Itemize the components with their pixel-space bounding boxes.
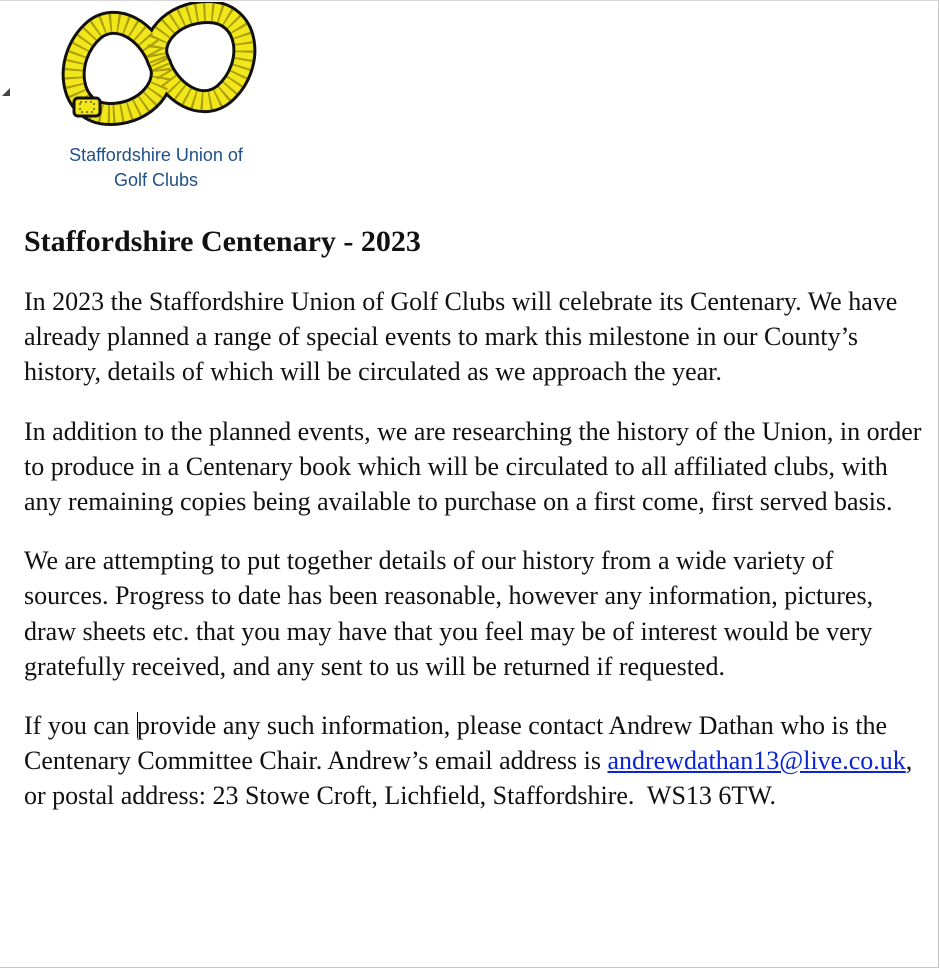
collapse-triangle-icon[interactable]: [2, 88, 10, 96]
document-title: Staffordshire Centenary - 2023: [24, 225, 421, 258]
stafford-knot-icon: [58, 2, 260, 130]
paragraph-centenary-book: In addition to the planned events, we are researching the history of the Union, in order to produce in a Centenary book which will be circulated to all affiliated clubs, with any remaining copies being available to purchase on a first come, first served basis.: [24, 416, 922, 517]
logo-caption-line-2: Golf Clubs: [113, 170, 199, 190]
contact-text-start: If you can: [24, 711, 136, 741]
contact-text-middle: provide any such information, please contact Andrew Dathan who is the Centenary Committee Chair. Andrew’s email address is: [24, 711, 888, 776]
paragraph-intro: In 2023 the Staffordshire Union of Golf Clubs will celebrate its Centenary. We have already planned a range of special events to mark this milestone in our County’s history, details of which will be circulated as we approach the year.: [24, 287, 898, 387]
email-link[interactable]: andrewdathan13@live.co.uk: [607, 746, 906, 776]
contact-address: , or postal address: 23 Stowe Croft, Lichfield, Staffordshire. WS13 6TW.: [24, 746, 913, 811]
paragraph-contact: [24, 708, 924, 814]
logo-caption-line-1: Staffordshire Union of: [69, 145, 243, 165]
paragraph-history-request: We are attempting to put together details of our history from a wide variety of sources. Progress to date has been reasonable, however any information, pictures, draw sheets etc. that you may have that you feel may be of interest would be very gratefully received, and any sent to us will be returned if requested.: [24, 546, 874, 681]
logo-caption: [40, 143, 272, 193]
document-body: [24, 222, 924, 838]
